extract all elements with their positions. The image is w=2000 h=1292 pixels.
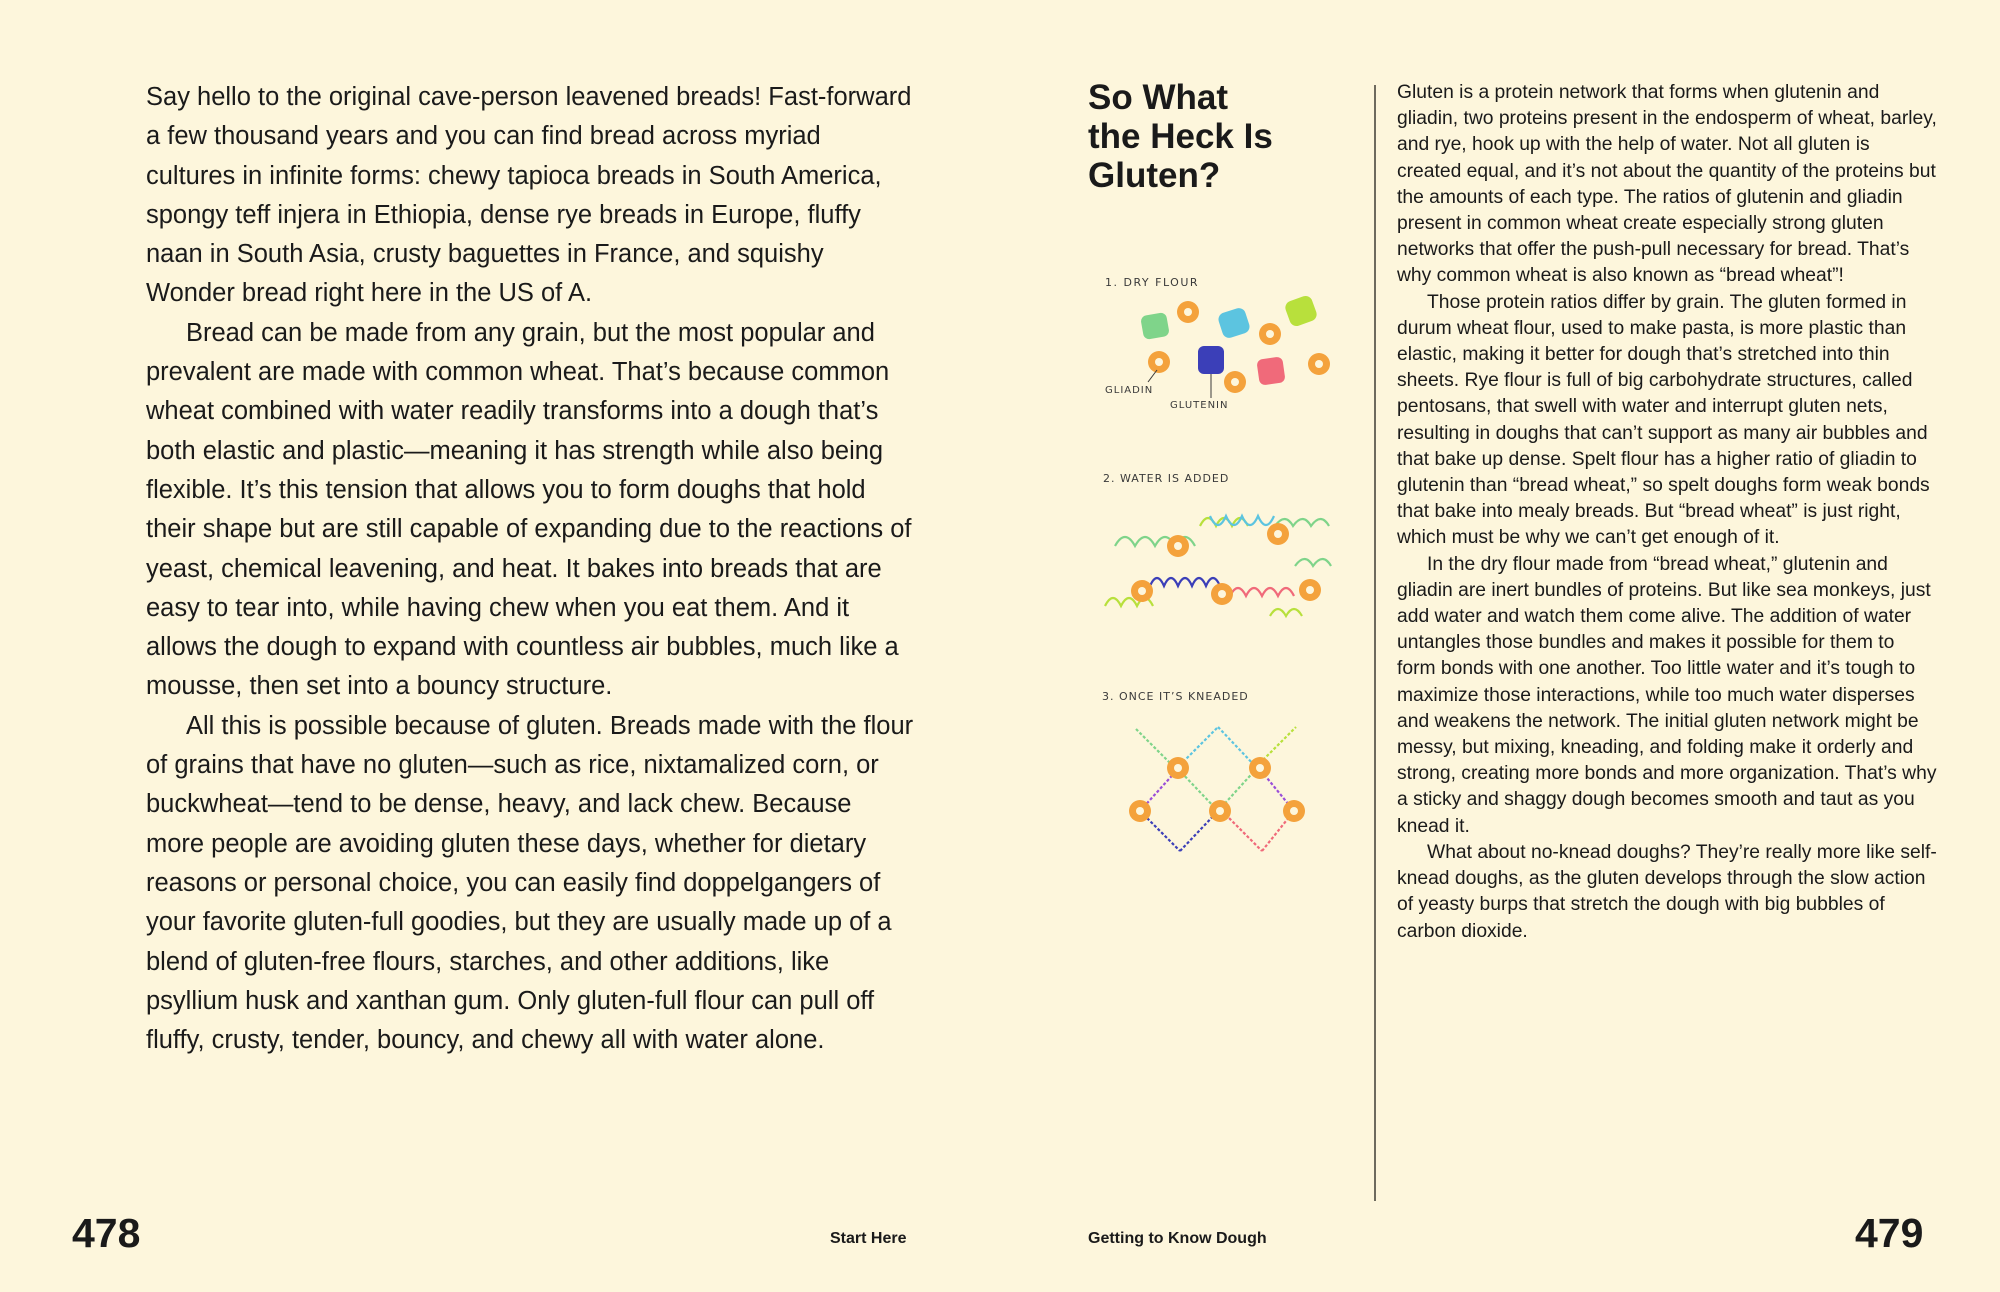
sidebar-title-line: the Heck Is [1088,117,1273,156]
sidebar-paragraph: What about no-knead doughs? They’re really more like self-knead doughs, as the gluten develops through the slow action of yeasty burps that stretch the dough with big bubbles of carbon dioxide. [1397,841,1937,942]
sidebar-title [1088,78,1348,195]
diagram-label: 2. WATER IS ADDED [1103,472,1230,485]
callout-gliadin: GLIADIN [1105,385,1154,396]
body-text-column [146,78,916,1060]
diagram-dry-flour [1100,270,1340,420]
footer-section-left: Start Here [830,1230,907,1247]
column-divider [1374,85,1376,1201]
sidebar-text-column [1397,80,1937,945]
glutenin-bundles [1140,294,1318,386]
sidebar-paragraph: In the dry flour made from “bread wheat,” glutenin and gliadin are inert bundles of proteins. But like sea monkeys, just add water and watch them come alive. The addition of water untangles those bundles and makes it possible for them to form bonds with one another. Too little water and it’s tough to maximize those interactions, while too much water disperses and weakens the network. The initial gluten network might be messy, but mixing, kneading, and folding make it orderly and strong, creating more bonds and more organization. That’s why a sticky and shaggy dough becomes smooth and taut as you knead it. [1397,553,1937,837]
page-number-left: 478 [72,1210,141,1256]
page-number-right: 479 [1855,1210,1924,1256]
diagram-water-added [1100,466,1340,636]
footer-section-right: Getting to Know Dough [1088,1230,1267,1247]
sidebar-title-line: Gluten? [1088,156,1221,195]
gluten-network-coils [1136,727,1296,851]
sidebar-paragraph: Gluten is a protein network that forms when glutenin and gliadin, two proteins present in the endosperm of wheat, barley, and rye, hook up with the help of water. Not all gluten is created equal, and it’s not about the quantity of the proteins but the amounts of each type. The ratios of glutenin and gliadin present in common wheat create especially strong gluten networks that offer the push-pull necessary for bread. That’s why common wheat is also known as “bread wheat”! [1397,82,1937,287]
callout-glutenin: GLUTENIN [1170,400,1229,411]
sidebar-paragraph: Those protein ratios differ by grain. The gluten formed in durum wheat flour, used to make pasta, is more plastic than elastic, making it better for dough that’s stretched into thin sheets. Rye flour is full of big carbohydrate structures, called pentosans, that swell with water and interrupt gluten nets, resulting in doughs that can’t support as many air bubbles and that bake up dense. Spelt flour has a higher ratio of gliadin to glutenin than “bread wheat,” so spelt doughs form weak bonds that bake into mealy breads. But “bread wheat” is just right, which must be why we can’t get enough of it. [1397,291,1930,549]
diagram-label: 3. ONCE IT’S KNEADED [1102,690,1249,703]
body-paragraph: Say hello to the original cave-person leavened breads! Fast-forward a few thousand years and you can find bread across myriad cultures in infinite forms: chewy tapioca breads in South America, spongy teff injera in Ethiopia, dense rye breads in Europe, fluffy naan in South Asia, crusty baguettes in France, and squishy Wonder bread right here in the US of A. [146,83,912,308]
gliadin-rings [1129,757,1305,822]
body-paragraph: All this is possible because of gluten. Breads made with the flour of grains that have no gluten—such as rice, nixtamalized corn, or buckwheat—tend to be dense, heavy, and lack chew. Because more people are avoiding gluten these days, whether for dietary reasons or personal choice, you can easily find doppelgangers of your favorite gluten-full goodies, but they are usually made up of a blend of gluten-free flours, starches, and other additions, like psyllium husk and xanthan gum. Only gluten-full flour can pull off fluffy, crusty, tender, bouncy, and chewy all with water alone. [146,711,914,1055]
body-paragraph: Bread can be made from any grain, but the most popular and prevalent are made with common wheat. That’s because common wheat combined with water readily transforms into a dough that’s both elastic and plastic—meaning it has strength while also being flexible. It’s this tension that allows you to form doughs that hold their shape but are still capable of expanding due to the reactions of yeast, chemical leavening, and heat. It bakes into breads that are easy to tear into, while having chew when you eat them. And it allows the dough to expand with countless air bubbles, much like a mousse, then set into a bouncy structure. [146,318,912,701]
diagram-label: 1. DRY FLOUR [1105,276,1200,289]
sidebar-title-line: So What [1088,78,1228,117]
diagram-kneaded [1100,684,1340,874]
